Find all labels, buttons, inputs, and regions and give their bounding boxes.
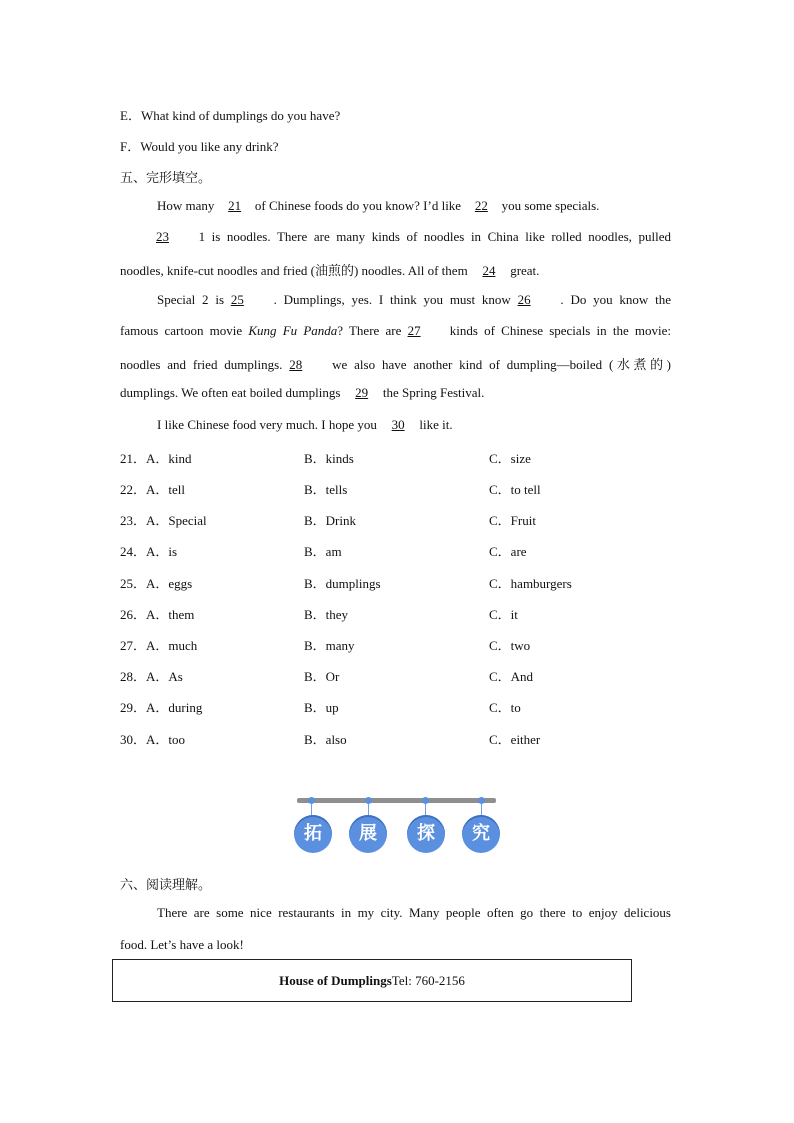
q28-option-c: C．And	[489, 669, 534, 684]
q26-option-a: 26．A．them	[120, 607, 195, 622]
q27-option-a: 27．A．much	[120, 638, 198, 653]
q21-option-b: B．kinds	[304, 451, 354, 466]
q25-option-c: C．hamburgers	[489, 576, 572, 591]
q25-option-a: 25．A．eggs	[120, 576, 193, 591]
blank-24: 24	[482, 263, 496, 278]
q23-option-b: B．Drink	[304, 513, 357, 528]
passage-line-8: I like Chinese food very much. I hope you 30 like it.	[157, 417, 453, 432]
movie-title: Kung Fu Panda	[248, 323, 338, 338]
passage-line-6: noodles and fried dumplings. 28 we also have another kind of dumpling—boiled (水煮的)	[120, 357, 672, 372]
q27-option-b: B．many	[304, 638, 355, 653]
banner-char: 展	[349, 815, 387, 853]
passage-line-3: noodles, knife-cut noodles and fried (油煎的) noodles. All of them 24 great.	[120, 263, 540, 278]
q30-option-b: B．also	[304, 732, 347, 747]
banner-char: 探	[407, 815, 445, 853]
passage-line-2: 23 1 is noodles. There are many kinds of noodles in China like rolled noodles, pulled	[156, 229, 672, 244]
restaurant-name: House of Dumplings	[279, 973, 392, 988]
blank-25: 25	[230, 292, 244, 307]
blank-26: 26	[517, 292, 531, 307]
q28-option-b: B．Or	[304, 669, 340, 684]
q24-option-a: 24．A．is	[120, 544, 178, 559]
restaurant-tel: Tel: 760-2156	[391, 973, 465, 988]
q27-option-c: C．two	[489, 638, 531, 653]
section-6-heading: 六、阅读理解。	[120, 878, 212, 893]
reading-intro-line-2: food. Let’s have a look!	[120, 937, 244, 952]
banner-bar	[297, 798, 496, 803]
q22-option-a: 22．A．tell	[120, 482, 185, 497]
blank-27: 27	[407, 323, 421, 338]
q30-option-a: 30．A．too	[120, 732, 186, 747]
q24-option-c: C．are	[489, 544, 527, 559]
option-e: E．What kind of dumplings do you have?	[120, 108, 341, 123]
reading-intro-line-1: There are some nice restaurants in my city. Many people often go there to enjoy delicious	[157, 905, 671, 920]
banner-char: 究	[462, 815, 500, 853]
passage-line-7: dumplings. We often eat boiled dumplings 29 the Spring Festival.	[120, 385, 485, 400]
q28-option-a: 28．A．As	[120, 669, 183, 684]
q29-option-a: 29．A．during	[120, 700, 203, 715]
passage-line-4: Special 2 is 25 . Dumplings, yes. I think you must know 26 . Do you know the	[157, 292, 671, 307]
blank-28: 28	[289, 357, 303, 372]
q25-option-b: B．dumplings	[304, 576, 381, 591]
blank-29: 29	[355, 385, 369, 400]
blank-21: 21	[228, 198, 242, 213]
q23-option-a: 23．A．Special	[120, 513, 207, 528]
passage-line-1: How many 21 of Chinese foods do you know? I’d like 22 you some specials.	[157, 198, 600, 213]
q22-option-b: B．tells	[304, 482, 348, 497]
q22-option-c: C．to tell	[489, 482, 541, 497]
q21-option-c: C．size	[489, 451, 531, 466]
passage-line-5: famous cartoon movie Kung Fu Panda? There are 27 kinds of Chinese specials in the movie:	[120, 323, 672, 338]
q24-option-b: B．am	[304, 544, 342, 559]
q29-option-b: B．up	[304, 700, 339, 715]
restaurant-box	[112, 959, 632, 1002]
q29-option-c: C．to	[489, 700, 521, 715]
blank-30: 30	[391, 417, 405, 432]
option-f: F．Would you like any drink?	[120, 139, 279, 154]
blank-23: 23	[156, 229, 169, 244]
banner-char: 拓	[294, 815, 332, 853]
q23-option-c: C．Fruit	[489, 513, 536, 528]
blank-22: 22	[474, 198, 488, 213]
q30-option-c: C．either	[489, 732, 541, 747]
q26-option-b: B．they	[304, 607, 349, 622]
q21-option-a: 21．A．kind	[120, 451, 192, 466]
section-5-heading: 五、完形填空。	[120, 171, 212, 186]
q26-option-c: C．it	[489, 607, 518, 622]
restaurant-header	[113, 973, 631, 989]
